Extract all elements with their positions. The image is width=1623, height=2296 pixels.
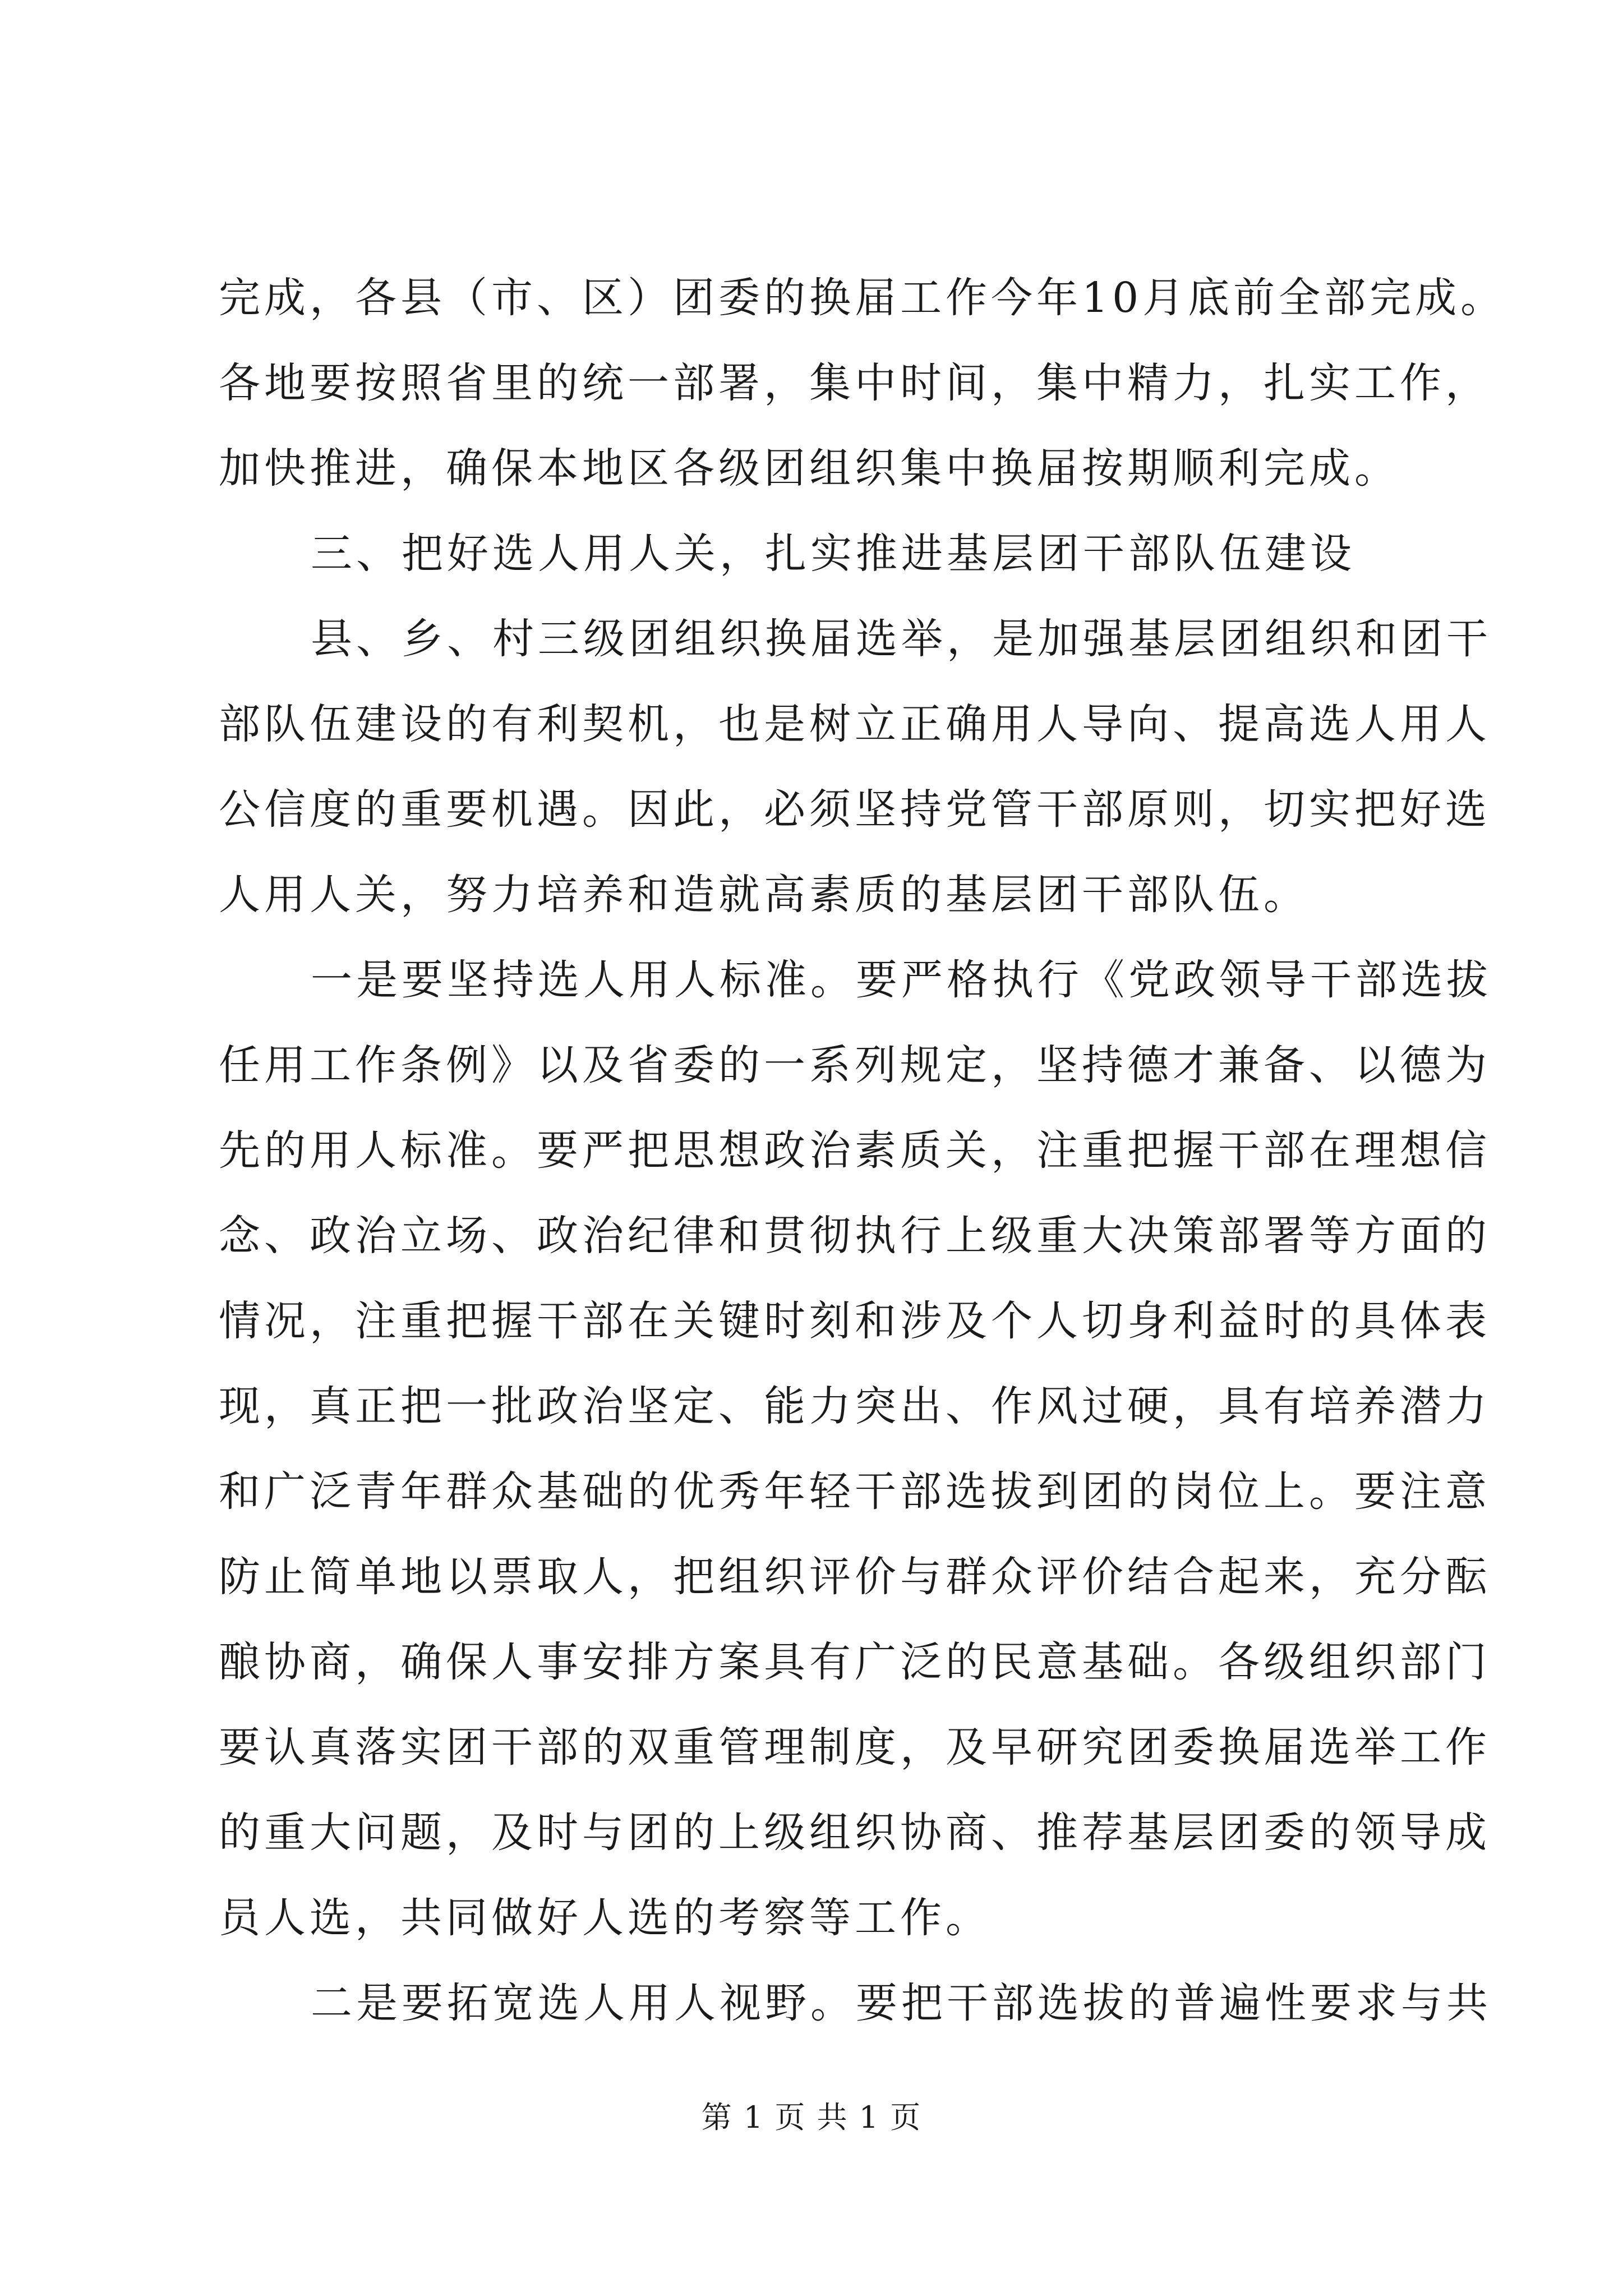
text-line: 部队伍建设的有利契机，也是树立正确用人导向、提高选人用人 [219, 700, 1491, 748]
text-line: 现，真正把一批政治坚定、能力突出、作风过硬，具有培养潜力 [219, 1382, 1491, 1430]
text-line: 完成，各县（市、区）团委的换届工作今年10月底前全部完成。 [219, 274, 1506, 322]
text-line: 一是要坚持选人用人标准。要严格执行《党政领导干部选拔 [311, 956, 1492, 1004]
text-line: 县、乡、村三级团组织换届选举，是加强基层团组织和团干 [311, 615, 1492, 663]
text-line: 酿协商，确保人事安排方案具有广泛的民意基础。各级组织部门 [219, 1638, 1491, 1686]
text-line: 任用工作条例》以及省委的一系列规定，坚持德才兼备、以德为 [219, 1041, 1491, 1089]
text-line: 念、政治立场、政治纪律和贯彻执行上级重大决策部署等方面的 [219, 1212, 1491, 1260]
text-line: 先的用人标准。要严把思想政治素质关，注重把握干部在理想信 [219, 1126, 1491, 1175]
text-line: 防止简单地以票取人，把组织评价与群众评价结合起来，充分酝 [219, 1553, 1491, 1601]
document-body [219, 255, 1506, 2046]
text-line: 二是要拓宽选人用人视野。要把干部选拔的普遍性要求与共 [311, 1979, 1492, 2027]
text-line: 和广泛青年群众基础的优秀年轻干部选拔到团的岗位上。要注意 [219, 1467, 1491, 1516]
section-heading: 三、把好选人用人关，扎实推进基层团干部队伍建设 [311, 530, 1355, 578]
text-line: 各地要按照省里的统一部署，集中时间，集中精力，扎实工作， [219, 359, 1491, 407]
text-line: 员人选，共同做好人选的考察等工作。 [219, 1894, 991, 1942]
text-line: 人用人关，努力培养和造就高素质的基层团干部队伍。 [219, 871, 1309, 919]
page-footer [0, 2095, 1623, 2140]
text-line: 情况，注重把握干部在关键时刻和涉及个人切身利益时的具体表 [219, 1297, 1491, 1345]
text-line: 公信度的重要机遇。因此，必须坚持党管干部原则，切实把好选 [219, 785, 1491, 834]
page-number: 第 1 页 共 1 页 [701, 2100, 922, 2135]
text-line: 要认真落实团干部的双重管理制度，及早研究团委换届选举工作 [219, 1723, 1491, 1772]
text-line: 的重大问题，及时与团的上级组织协商、推荐基层团委的领导成 [219, 1809, 1491, 1857]
text-line: 加快推进，确保本地区各级团组织集中换届按期顺利完成。 [219, 444, 1400, 493]
